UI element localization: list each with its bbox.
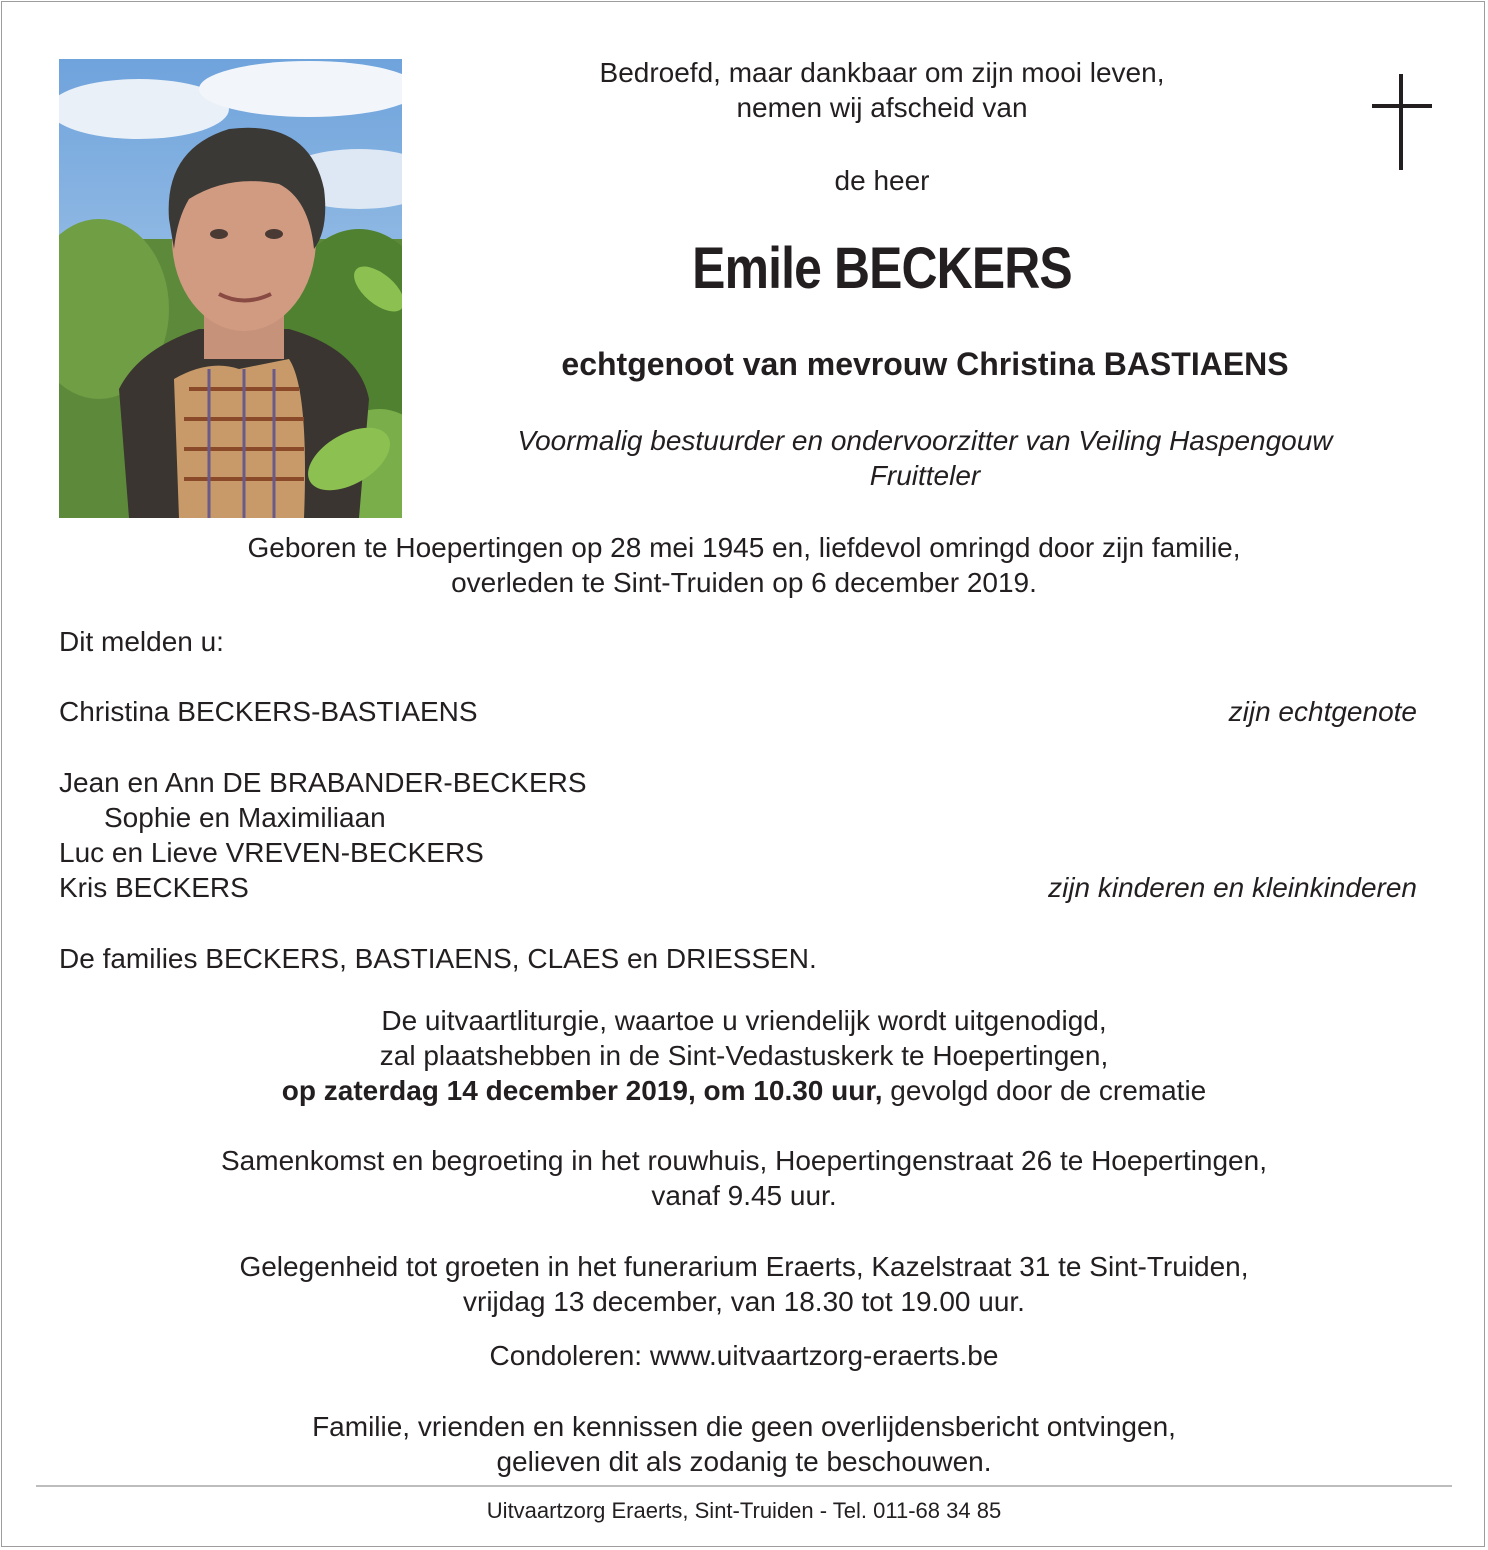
- funeral-block: [0, 1003, 1488, 1108]
- closing-line-1: Familie, vrienden en kennissen die geen overlijdensbericht ontvingen,: [312, 1411, 1176, 1442]
- deceased-name: Emile BECKERS: [692, 236, 1072, 301]
- cross-icon: [1372, 74, 1432, 170]
- birth-line: Geboren te Hoepertingen op 28 mei 1945 en, liefdevol omringd door zijn familie,: [247, 532, 1241, 563]
- children-relation: zijn kinderen en kleinkinderen: [1048, 872, 1417, 903]
- birth-death: [0, 530, 1488, 600]
- visitation-line-2: vrijdag 13 december, van 18.30 tot 19.00 uur.: [463, 1286, 1025, 1317]
- gathering-line-1: Samenkomst en begroeting in het rouwhuis, Hoepertingenstraat 26 te Hoepertingen,: [221, 1145, 1267, 1176]
- closing-block: [0, 1409, 1488, 1479]
- grandchildren-line: Sophie en Maximiliaan: [104, 802, 386, 833]
- child-line: Luc en Lieve VREVEN-BECKERS: [59, 837, 484, 868]
- funeral-date: op zaterdag 14 december 2019, om 10.30 uur,: [281, 1075, 883, 1106]
- funeral-line-1: De uitvaartliturgie, waartoe u vriendelijk wordt uitgenodigd,: [381, 1005, 1107, 1036]
- child-line: Kris BECKERS: [59, 872, 249, 903]
- role-line-2: Fruitteler: [869, 460, 981, 491]
- intro-text: [437, 55, 1327, 125]
- child-line: Jean en Ann DE BRABANDER-BECKERS: [59, 767, 587, 798]
- condolences-link[interactable]: Condoleren: www.uitvaartzorg-eraerts.be: [489, 1340, 999, 1371]
- families-line: De families BECKERS, BASTIAENS, CLAES en DRIESSEN.: [59, 943, 817, 974]
- gathering-line-2: vanaf 9.45 uur.: [651, 1180, 837, 1211]
- funeral-date-line: [0, 1073, 1488, 1108]
- spouse-name: Christina BECKERS-BASTIAENS: [59, 696, 478, 727]
- announced-by: Dit melden u:: [59, 626, 224, 657]
- intro-line-2: nemen wij afscheid van: [736, 92, 1028, 123]
- portrait-photo: [59, 59, 402, 518]
- visitation-block: [0, 1249, 1488, 1319]
- footer-text: Uitvaartzorg Eraerts, Sint-Truiden - Tel. 011-68 34 85: [486, 1498, 1002, 1523]
- visitation-line-1: Gelegenheid tot groeten in het funerarium Eraerts, Kazelstraat 31 te Sint-Truiden,: [239, 1251, 1249, 1282]
- footer-divider: [36, 1485, 1452, 1487]
- role-line-1: Voormalig bestuurder en ondervoorzitter van Veiling Haspengouw: [517, 425, 1333, 456]
- funeral-date-rest: gevolgd door de crematie: [882, 1075, 1207, 1106]
- gathering-block: [0, 1143, 1488, 1213]
- funeral-line-2: zal plaatshebben in de Sint-Vedastuskerk te Hoepertingen,: [379, 1040, 1109, 1071]
- roles: [480, 423, 1370, 493]
- closing-line-2: gelieven dit als zodanig te beschouwen.: [496, 1446, 992, 1477]
- title-prefix: de heer: [834, 165, 930, 196]
- spouse-relation: zijn echtgenote: [1228, 696, 1417, 727]
- spouse-line: echtgenoot van mevrouw Christina BASTIAENS: [561, 346, 1289, 382]
- death-line: overleden te Sint-Truiden op 6 december 2019.: [451, 567, 1037, 598]
- intro-line-1: Bedroefd, maar dankbaar om zijn mooi leven,: [599, 57, 1165, 88]
